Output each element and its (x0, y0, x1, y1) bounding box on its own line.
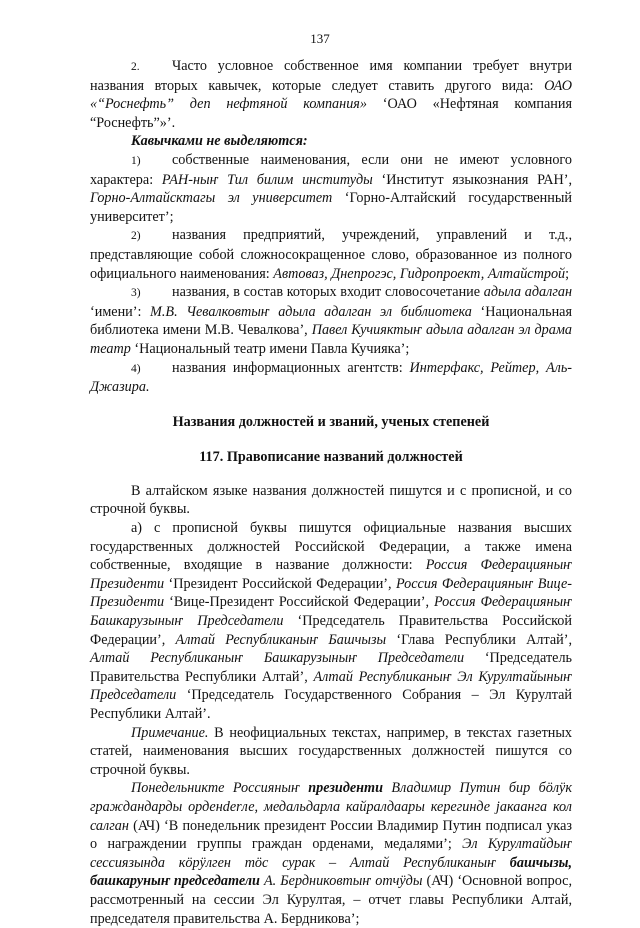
list-item-3: 3) названия, в состав которых входит словосочетание адыла адалган ‘имени’: М.В. Чевалковтыҥ адыла адалган эл библиотека ‘Национальная библиотека имени М.В. Чевалкова’, Павел Кучияктыҥ адыла адалган эл драма театр ‘Национальный театр имени Павла Кучияка’; (90, 284, 573, 357)
note-label: Примечание. (131, 724, 209, 741)
rule-heading: 117. Правописание названий должностей (199, 449, 463, 466)
subheading-no-quotes: Кавычками не выделяются: (131, 133, 308, 150)
list-item-2: 2) названия предприятий, учреждений, управлений и т.д., представляющие собой сложносокращенное слово, образованное из полного официального наименования: Автоваз, Днепрогэс, Гидропроект, Алтайстрой; (90, 227, 572, 282)
item-number: 2. (131, 61, 140, 73)
example-paragraph: Понедельникте Россияныҥ президенти Владимир Путин бир бӧлӱк граждандарды орденderле, медальдарла кайралдаары керегинде јакаанга кол салган (АЧ) ‘В понедельник президент России Владимир Путин подписал указ о награждении группы граждан орденами, медалями’; Эл Курултайдыҥ сессиязында кӧрӱлген тӧс сурак – Алтай Республиканыҥ башчызы, башкаруныҥ председатели А. Бердниковтыҥ отчӱды (АЧ) ‘Основной вопрос, рассмотренный на сессии Эл Курултая, – отчет главы Республики Алтай, председателя правительства А. Бердникова’; (90, 780, 572, 927)
item-number: 3) (131, 287, 141, 300)
item-2: 2. Часто условное собственное имя компании требует внутри названия вторых кавычек, которые следует ставить другого вида: ОАО «“Роснефть” деп нефтяной компания» ‘ОАО «Нефтяная компания “Роснефть”»’. (90, 58, 572, 131)
item-number: 2) (131, 230, 141, 243)
item-number: 1) (131, 154, 141, 167)
list-item-1: 1) собственные наименования, если они не имеют условного характера: РАН-ныҥ Тил билим институды ‘Институт языкознания РАН’, Горно-Алтайсктагы эл университет ‘Горно-Алтайский государственный университет’; (90, 151, 572, 225)
intro-paragraph: В алтайском языке названия должностей пишутся и с прописной, и со строчной буквы. (90, 482, 572, 518)
page-number: 137 (310, 31, 330, 46)
item-number: 4) (131, 362, 141, 375)
list-item-4: 4) названия информационных агентств: Интерфакс, Рейтер, Аль-Джазира. (90, 359, 572, 396)
page-content (90, 57, 572, 928)
section-heading: Названия должностей и званий, ученых степеней (172, 413, 490, 430)
paragraph-a: а) с прописной буквы пишутся официальные названия высших государственных должностей Российской Федерации, а также имена собственные, входящие в название должности: Россия Федерацияныҥ Президенти ‘Президент Российской Федерации’, Россия Федерацияныҥ Вице-Президенти ‘Вице-Президент Российской Федерации’, Россия Федерацияныҥ Башкарузыныҥ Председатели ‘Председатель Правительства Российской Федерации’, Алтай Республиканыҥ Башчызы ‘Глава Республики Алтай’, Алтай Республиканыҥ Башкарузыныҥ Председатели ‘Председатель Правительства Республики Алтай’, Алтай Республиканыҥ Эл Курултайыныҥ Председатели ‘Председатель Государственного Собрания – Эл Курултай Республики Алтай’. (90, 520, 573, 722)
note-paragraph: Примечание. В неофициальных текстах, например, в текстах газетных статей, наименования высших государственных должностей пишутся со строчной буквы. (90, 724, 572, 778)
